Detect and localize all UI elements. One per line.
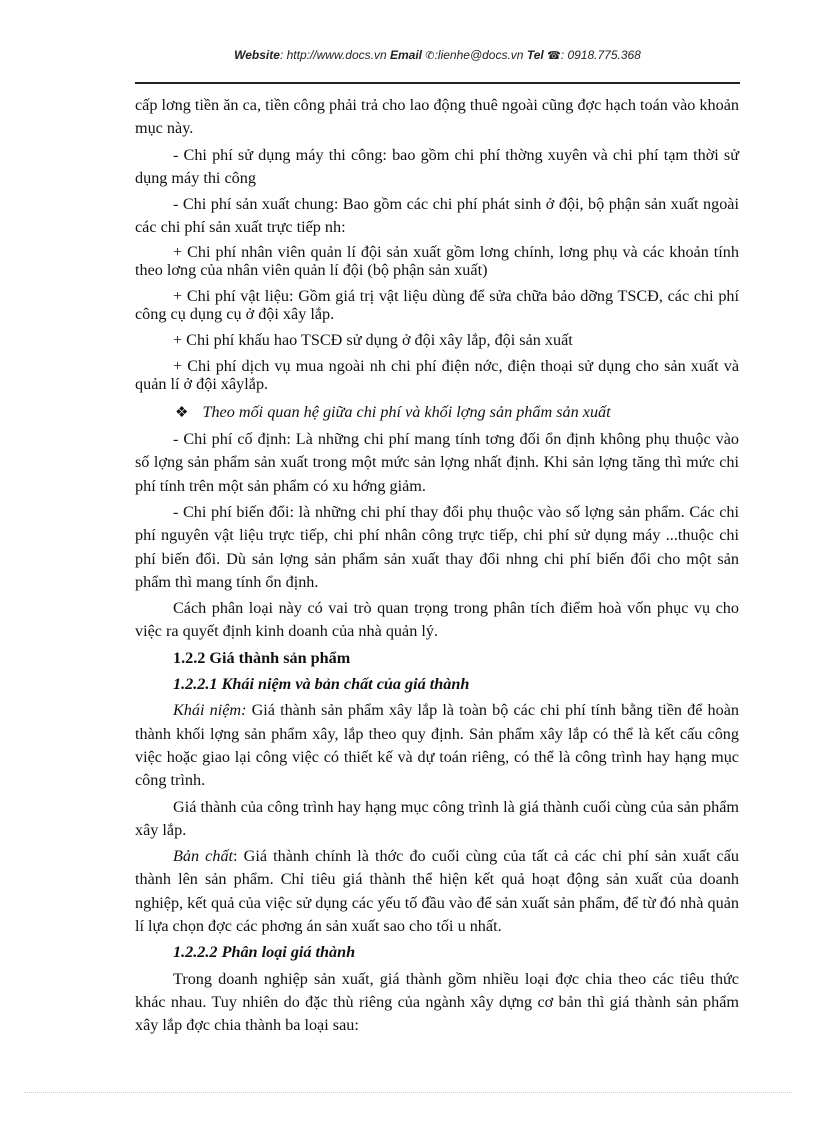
paragraph: Cách phân loại này có vai trò quan trọng trong phân tích điểm hoà vốn phục vụ cho việc ra quyết định kinh doanh của nhà quản lý. bbox=[135, 599, 739, 641]
paragraph-text: Giá thành sản phẩm xây lắp là toàn bộ các chi phí tính bằng tiền để hoàn thành khối lợng sản phẩm xây, lắp theo quy định. Sản phẩm xây lắp có thể là kết cấu công việc hoặc giao lại công việc có thiết kế và dự toán riêng, có thể là công trình hay hạng mục công trình. bbox=[135, 701, 739, 790]
paragraph: Trong doanh nghiệp sản xuất, giá thành gồm nhiều loại đợc chia theo các tiêu thức khác nhau. Tuy nhiên do đặc thù riêng của ngành xây dựng cơ bản thì giá thành sản phẩm xây lắp đợc chia thành ba loại sau: bbox=[135, 969, 739, 1035]
page-header bbox=[135, 48, 740, 62]
document-body bbox=[135, 94, 739, 1041]
email-address[interactable]: :lienhe@docs.vn bbox=[434, 48, 524, 62]
website-url[interactable]: : http://www.docs.vn bbox=[279, 48, 387, 62]
email-icon: ✆ bbox=[425, 50, 435, 62]
term-label: Bản chất bbox=[173, 847, 234, 866]
website-label: Website bbox=[234, 48, 280, 62]
diamond-bullet-icon: ❖ bbox=[175, 404, 189, 421]
email-label: Email bbox=[390, 48, 423, 62]
paragraph: - Chi phí biến đổi: là những chi phí thay đổi phụ thuộc vào số lợng sản phẩm. Các chi phí nguyên vật liệu trực tiếp, chi phí nhân công trực tiếp, chi phí sử dụng máy ...thuộc chi phí biến đổi. Dù sản lợng sản phẩm sản xuất thay đổi nhng chi phí biến đổi cho một sản phẩm thì mang tính ổn định. bbox=[135, 502, 739, 591]
header-divider bbox=[135, 82, 740, 84]
paragraph bbox=[135, 699, 739, 792]
paragraph-text: : Giá thành chính là thớc đo cuối cùng của tất cả các chi phí sản xuất cấu thành lên sản phẩm. Chỉ tiêu giá thành thể hiện kết quả hoạt động sản xuất của doanh nghiệp, kết quả của việc sử dụng các yếu tố đầu vào để sản xuất sản phẩm, để từ đó nhà quản lí lựa chọn đợc các phơng án sản xuất sao cho tối u nhất. bbox=[135, 847, 739, 936]
tel-number: : 0918.775.368 bbox=[560, 48, 641, 62]
tel-label: Tel bbox=[526, 48, 544, 62]
bullet-text: Theo mối quan hệ giữa chi phí và khối lợng sản phẩm sản xuất bbox=[202, 402, 611, 421]
paragraph: + Chi phí vật liệu: Gồm giá trị vật liệu dùng để sửa chữa bảo dỡng TSCĐ, các chi phí công cụ dụng cụ ở đội xây lắp. bbox=[135, 286, 739, 323]
paragraph: Giá thành của công trình hay hạng mục công trình là giá thành cuối cùng của sản phẩm xây lắp. bbox=[135, 797, 739, 839]
term-label: Khái niệm: bbox=[173, 701, 247, 720]
section-heading: 1.2.2 Giá thành sản phẩm bbox=[173, 648, 351, 667]
paragraph: - Chi phí sử dụng máy thi công: bao gồm chi phí thờng xuyên và chi phí tạm thời sử dụng máy thi công bbox=[135, 145, 739, 187]
paragraph: cấp lơng tiền ăn ca, tiền công phải trả cho lao động thuê ngoài cũng đợc hạch toán vào khoản mục này. bbox=[135, 96, 739, 138]
page-bottom-border bbox=[24, 1092, 792, 1093]
paragraph bbox=[135, 845, 739, 938]
paragraph: + Chi phí khấu hao TSCĐ sử dụng ở đội xây lắp, đội sản xuất bbox=[173, 330, 573, 349]
subsection-heading: 1.2.2.2 Phân loại giá thành bbox=[173, 943, 356, 962]
subsection-heading: 1.2.2.1 Khái niệm và bản chất của giá thành bbox=[173, 675, 470, 694]
paragraph: - Chi phí cố định: Là những chi phí mang tính tơng đối ổn định không phụ thuộc vào số lợng sản phẩm sản xuất trong một mức sản lợng nhất định. Khi sản lợng tăng thì mức chi phí tính trên một sản phẩm có xu hớng giảm. bbox=[135, 430, 739, 495]
phone-icon: ☎ bbox=[547, 50, 561, 62]
paragraph: - Chi phí sản xuất chung: Bao gồm các chi phí phát sinh ở đội, bộ phận sản xuất ngoài các chi phí sản xuất trực tiếp nh: bbox=[135, 195, 739, 237]
paragraph: + Chi phí nhân viên quản lí đội sản xuất gồm lơng chính, lơng phụ và các khoản tính theo lơng của nhân viên quản lí đội (bộ phận sản xuất) bbox=[135, 242, 739, 279]
bullet-heading bbox=[135, 401, 739, 425]
paragraph: + Chi phí dịch vụ mua ngoài nh chi phí điện nớc, điện thoại sử dụng cho sản xuất và quản lí ở đội xâylắp. bbox=[135, 356, 739, 393]
